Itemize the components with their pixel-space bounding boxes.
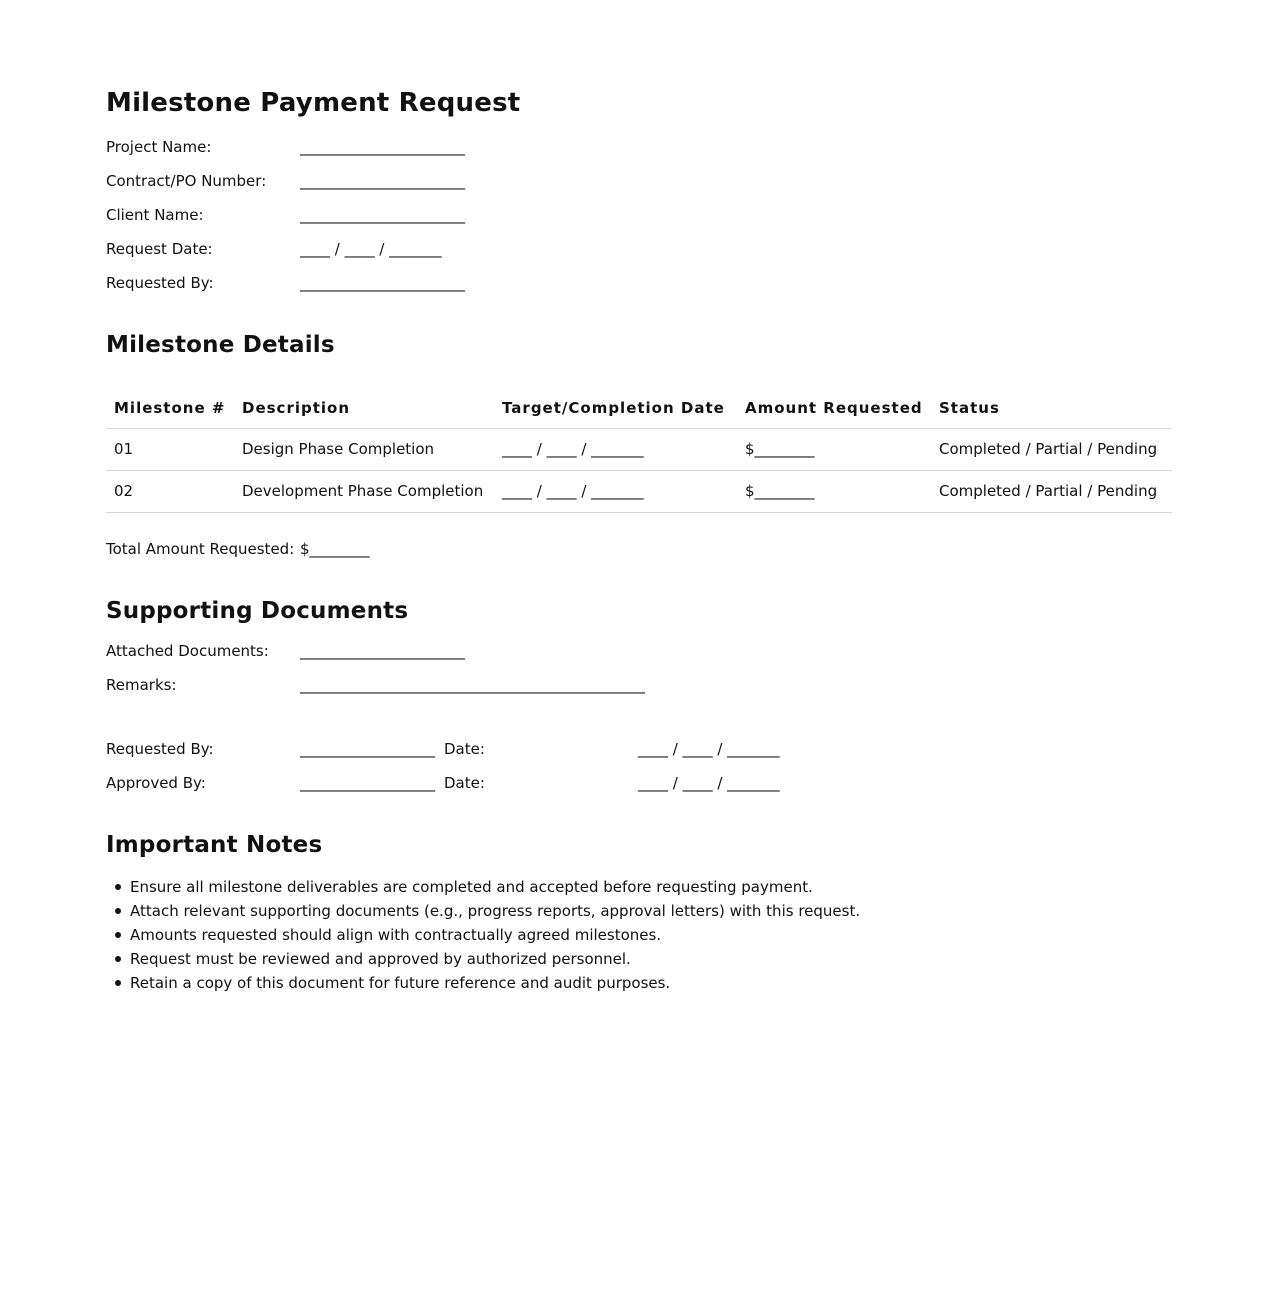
table-row [106, 428, 1172, 470]
important-notes-heading: Important Notes [106, 832, 323, 858]
milestone-status-options[interactable]: Completed / Partial / Pending [931, 428, 1172, 470]
list-item: Attach relevant supporting documents (e.g., progress reports, approval letters) with this request. [106, 901, 860, 925]
supporting-documents-heading: Supporting Documents [106, 598, 409, 624]
milestone-number: 02 [106, 470, 234, 512]
milestone-description: Development Phase Completion [234, 470, 494, 512]
column-header-status: Status [931, 388, 1172, 428]
approved-by-signature-input[interactable]: __________________ [300, 774, 435, 792]
list-item: Retain a copy of this document for future reference and audit purposes. [106, 973, 860, 997]
table-row [106, 470, 1172, 512]
column-header-amount: Amount Requested [737, 388, 931, 428]
requested-by-input[interactable]: ______________________ [300, 274, 465, 292]
column-header-milestone: Milestone # [106, 388, 234, 428]
list-item: Ensure all milestone deliverables are completed and accepted before requesting payment. [106, 877, 860, 901]
column-header-description: Description [234, 388, 494, 428]
request-date-input[interactable]: ____ / ____ / _______ [300, 240, 442, 258]
milestone-details-heading: Milestone Details [106, 332, 335, 358]
remarks-input[interactable]: ______________________________________________ [300, 676, 645, 694]
project-name-input[interactable]: ______________________ [300, 138, 465, 156]
date-label: Date: [444, 740, 485, 758]
requested-date-input[interactable]: ____ / ____ / _______ [638, 740, 780, 758]
attached-documents-input[interactable]: ______________________ [300, 642, 465, 660]
column-header-date: Target/Completion Date [494, 388, 737, 428]
notes-list [106, 877, 860, 997]
total-amount-input[interactable]: $________ [300, 540, 370, 558]
milestone-table [106, 388, 1172, 513]
date-label: Date: [444, 774, 485, 792]
field-label: Requested By: [106, 274, 214, 292]
milestone-number: 01 [106, 428, 234, 470]
signature-label: Approved By: [106, 774, 206, 792]
milestone-amount-input[interactable]: $________ [737, 470, 931, 512]
table-header-row [106, 388, 1172, 428]
field-label: Remarks: [106, 676, 177, 694]
signature-label: Requested By: [106, 740, 214, 758]
client-name-input[interactable]: ______________________ [300, 206, 465, 224]
list-item: Amounts requested should align with contractually agreed milestones. [106, 925, 860, 949]
field-label: Client Name: [106, 206, 204, 224]
approved-date-input[interactable]: ____ / ____ / _______ [638, 774, 780, 792]
milestone-description: Design Phase Completion [234, 428, 494, 470]
field-label: Attached Documents: [106, 642, 269, 660]
field-label: Contract/PO Number: [106, 172, 267, 190]
field-label: Request Date: [106, 240, 213, 258]
list-item: Request must be reviewed and approved by authorized personnel. [106, 949, 860, 973]
contract-number-input[interactable]: ______________________ [300, 172, 465, 190]
milestone-amount-input[interactable]: $________ [737, 428, 931, 470]
page-title: Milestone Payment Request [106, 88, 521, 118]
field-label: Project Name: [106, 138, 212, 156]
total-amount-label: Total Amount Requested: [106, 540, 295, 558]
requested-by-signature-input[interactable]: __________________ [300, 740, 435, 758]
milestone-date-input[interactable]: ____ / ____ / _______ [494, 470, 737, 512]
milestone-status-options[interactable]: Completed / Partial / Pending [931, 470, 1172, 512]
milestone-date-input[interactable]: ____ / ____ / _______ [494, 428, 737, 470]
